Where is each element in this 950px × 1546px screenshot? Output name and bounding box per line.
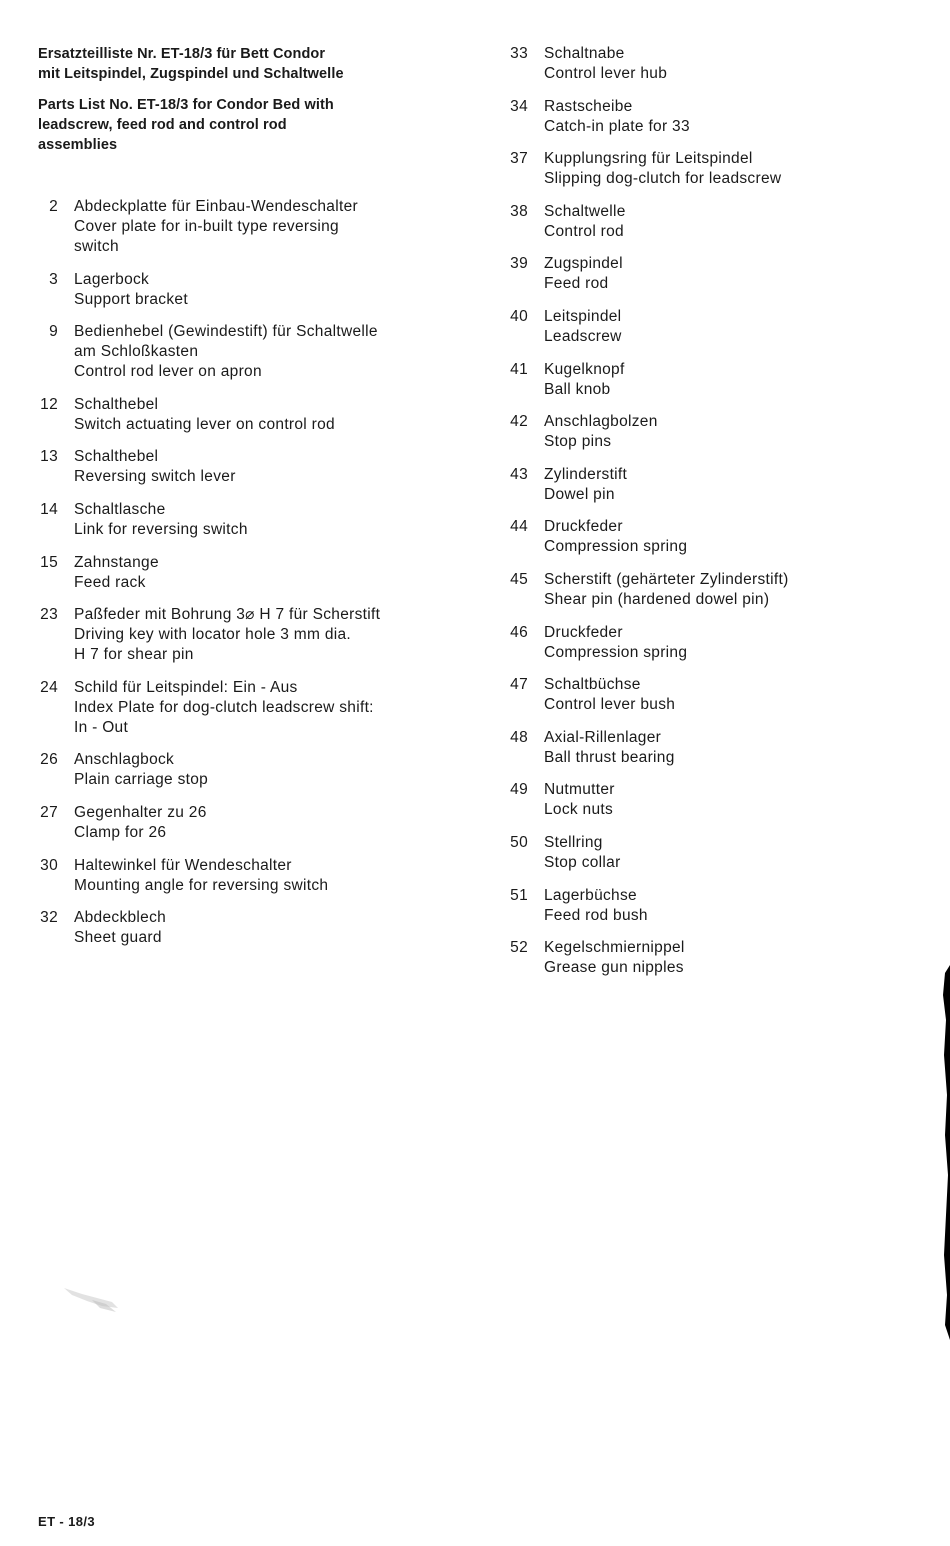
part-description-german: Druckfeder [544,623,623,641]
part-description-german: Schalthebel [74,448,159,466]
part-number: 45 [510,570,528,588]
part-description-german: Schaltbüchse [544,676,641,694]
part-number: 23 [40,606,58,624]
part-item [30,270,450,310]
part-description-german: Kegelschmiernippel [544,939,685,957]
part-number: 15 [40,553,58,571]
part-number: 51 [510,886,528,904]
part-item [30,322,450,382]
part-description-german: Schaltlasche [74,500,166,518]
part-description-german: Bedienhebel (Gewindestift) für Schaltwelle [74,323,378,341]
part-description-line: Ball knob [544,380,611,398]
part-number: 9 [49,323,58,341]
part-item [500,360,920,400]
part-number: 13 [40,448,58,466]
part-description-line: Index Plate for dog-clutch leadscrew shift: [74,698,374,716]
part-description-line: Driving key with locator hole 3 mm dia. [74,626,352,644]
part-description-line: Stop pins [544,433,612,451]
part-number: 34 [510,97,528,115]
part-description-line: Lock nuts [544,801,614,819]
part-item [30,395,450,435]
part-description-line: Catch-in plate for 33 [544,117,690,135]
part-item [500,517,920,557]
part-description-line: Plain carriage stop [74,771,209,789]
part-item [500,728,920,768]
part-description-line: am Schloßkasten [74,343,199,361]
part-description-german: Schaltnabe [544,45,625,62]
part-description-line: Grease gun nipples [544,959,684,977]
part-number: 37 [510,150,528,168]
part-description-german: Zahnstange [74,553,159,571]
part-number: 3 [49,270,58,288]
part-item [500,254,920,294]
part-item [500,149,920,189]
part-number: 48 [510,728,528,746]
german-title-line-1: Ersatzteilliste Nr. ET-18/3 für Bett Condor [38,46,326,62]
part-number: 26 [40,751,58,769]
part-description-german: Schalthebel [74,395,159,413]
part-number: 42 [510,413,528,431]
part-item [500,44,920,84]
part-description-german: Rastscheibe [544,97,633,115]
part-item [500,412,920,452]
part-description-line: Ball thrust bearing [544,748,675,766]
part-description-german: Stellring [544,833,603,851]
part-description-line: Slipping dog-clutch for leadscrew [544,170,782,188]
part-description-line: Feed rod bush [544,906,648,924]
part-number: 27 [40,803,58,821]
part-number: 43 [510,465,528,483]
part-description-line: Feed rod [544,275,609,293]
part-number: 24 [40,678,58,696]
part-description-german: Leitspindel [544,307,622,325]
part-item [500,202,920,242]
left-parts-column [30,197,450,961]
german-title-line-2: mit Leitspindel, Zugspindel und Schaltwelle [38,66,344,82]
part-number: 50 [510,833,528,851]
page-footer-code: ET - 18/3 [38,1514,96,1529]
part-description-german: Anschlagbolzen [544,413,658,431]
german-title [38,44,458,84]
part-number: 39 [510,255,528,273]
part-description-line: Control rod [544,222,624,240]
part-description-german: Abdeckplatte für Einbau-Wendeschalter [74,198,358,215]
part-number: 2 [49,198,58,215]
part-description-line: Support bracket [74,290,188,308]
part-description-german: Schild für Leitspindel: Ein - Aus [74,678,298,696]
part-description-line: Compression spring [544,643,688,661]
part-description-german: Lagerbock [74,270,150,288]
right-parts-column [500,44,920,991]
part-item [500,307,920,347]
part-item [30,605,450,665]
part-number: 12 [40,395,58,413]
english-title [38,95,458,155]
part-description-line: Leadscrew [544,327,622,345]
part-description-german: Druckfeder [544,518,623,536]
part-description-german: Nutmutter [544,781,615,799]
part-description-german: Abdeckblech [74,909,167,927]
part-description-line: H 7 for shear pin [74,646,194,664]
part-description-german: Anschlagbock [74,751,175,769]
english-title-line-1: Parts List No. ET-18/3 for Condor Bed with [38,97,334,113]
part-description-german: Kugelknopf [544,360,625,378]
part-number: 44 [510,518,528,536]
part-number: 33 [510,45,528,62]
part-number: 40 [510,307,528,325]
part-item [30,678,450,738]
scan-smudge [62,1284,120,1316]
part-item [500,780,920,820]
part-description-line: Stop collar [544,853,621,871]
part-number: 49 [510,781,528,799]
part-description-german: Zylinderstift [544,465,628,483]
part-number: 38 [510,202,528,220]
part-item [30,856,450,896]
part-item [30,500,450,540]
part-description-german: Gegenhalter zu 26 [74,803,207,821]
part-number: 32 [40,909,58,927]
part-item [30,803,450,843]
part-item [500,833,920,873]
part-description-line: Control rod lever on apron [74,363,262,381]
part-item [500,675,920,715]
part-number: 30 [40,856,58,874]
part-item [30,750,450,790]
part-description-line: Compression spring [544,538,688,556]
part-number: 46 [510,623,528,641]
part-number: 52 [510,939,528,957]
part-description-line: switch [74,238,119,255]
part-number: 14 [40,500,58,518]
part-description-line: Mounting angle for reversing switch [74,876,329,894]
part-item [500,570,920,610]
part-item [30,553,450,593]
part-item [500,97,920,137]
part-description-german: Haltewinkel für Wendeschalter [74,856,292,874]
part-item [500,886,920,926]
part-description-line: In - Out [74,718,129,736]
part-description-line: Shear pin (hardened dowel pin) [544,590,770,608]
part-description-german: Axial-Rillenlager [544,728,662,746]
part-description-german: Zugspindel [544,255,623,273]
part-description-german: Kupplungsring für Leitspindel [544,150,753,168]
part-item [30,197,450,257]
part-description-german: Lagerbüchse [544,886,637,904]
part-description-german: Paßfeder mit Bohrung 3⌀ H 7 für Scherstift [74,606,381,624]
part-description-line: Clamp for 26 [74,823,167,841]
part-description-line: Cover plate for in-built type reversing [74,218,339,235]
english-title-line-2: leadscrew, feed rod and control rod [38,117,287,133]
part-number: 41 [510,360,528,378]
part-description-german: Scherstift (gehärteter Zylinderstift) [544,570,789,588]
part-item [500,465,920,505]
part-description-line: Reversing switch lever [74,468,236,486]
part-description-line: Link for reversing switch [74,520,248,538]
part-item [500,938,920,978]
part-item [500,623,920,663]
english-title-line-3: assemblies [38,137,118,153]
part-description-line: Dowel pin [544,485,615,503]
part-description-line: Sheet guard [74,929,162,947]
part-description-german: Schaltwelle [544,202,626,220]
part-item [30,447,450,487]
part-description-line: Control lever hub [544,65,668,82]
scan-edge-mark [941,965,950,1340]
part-description-line: Control lever bush [544,696,676,714]
part-description-line: Feed rack [74,573,146,591]
part-number: 47 [510,676,528,694]
part-item [30,908,450,948]
part-description-line: Switch actuating lever on control rod [74,415,335,433]
